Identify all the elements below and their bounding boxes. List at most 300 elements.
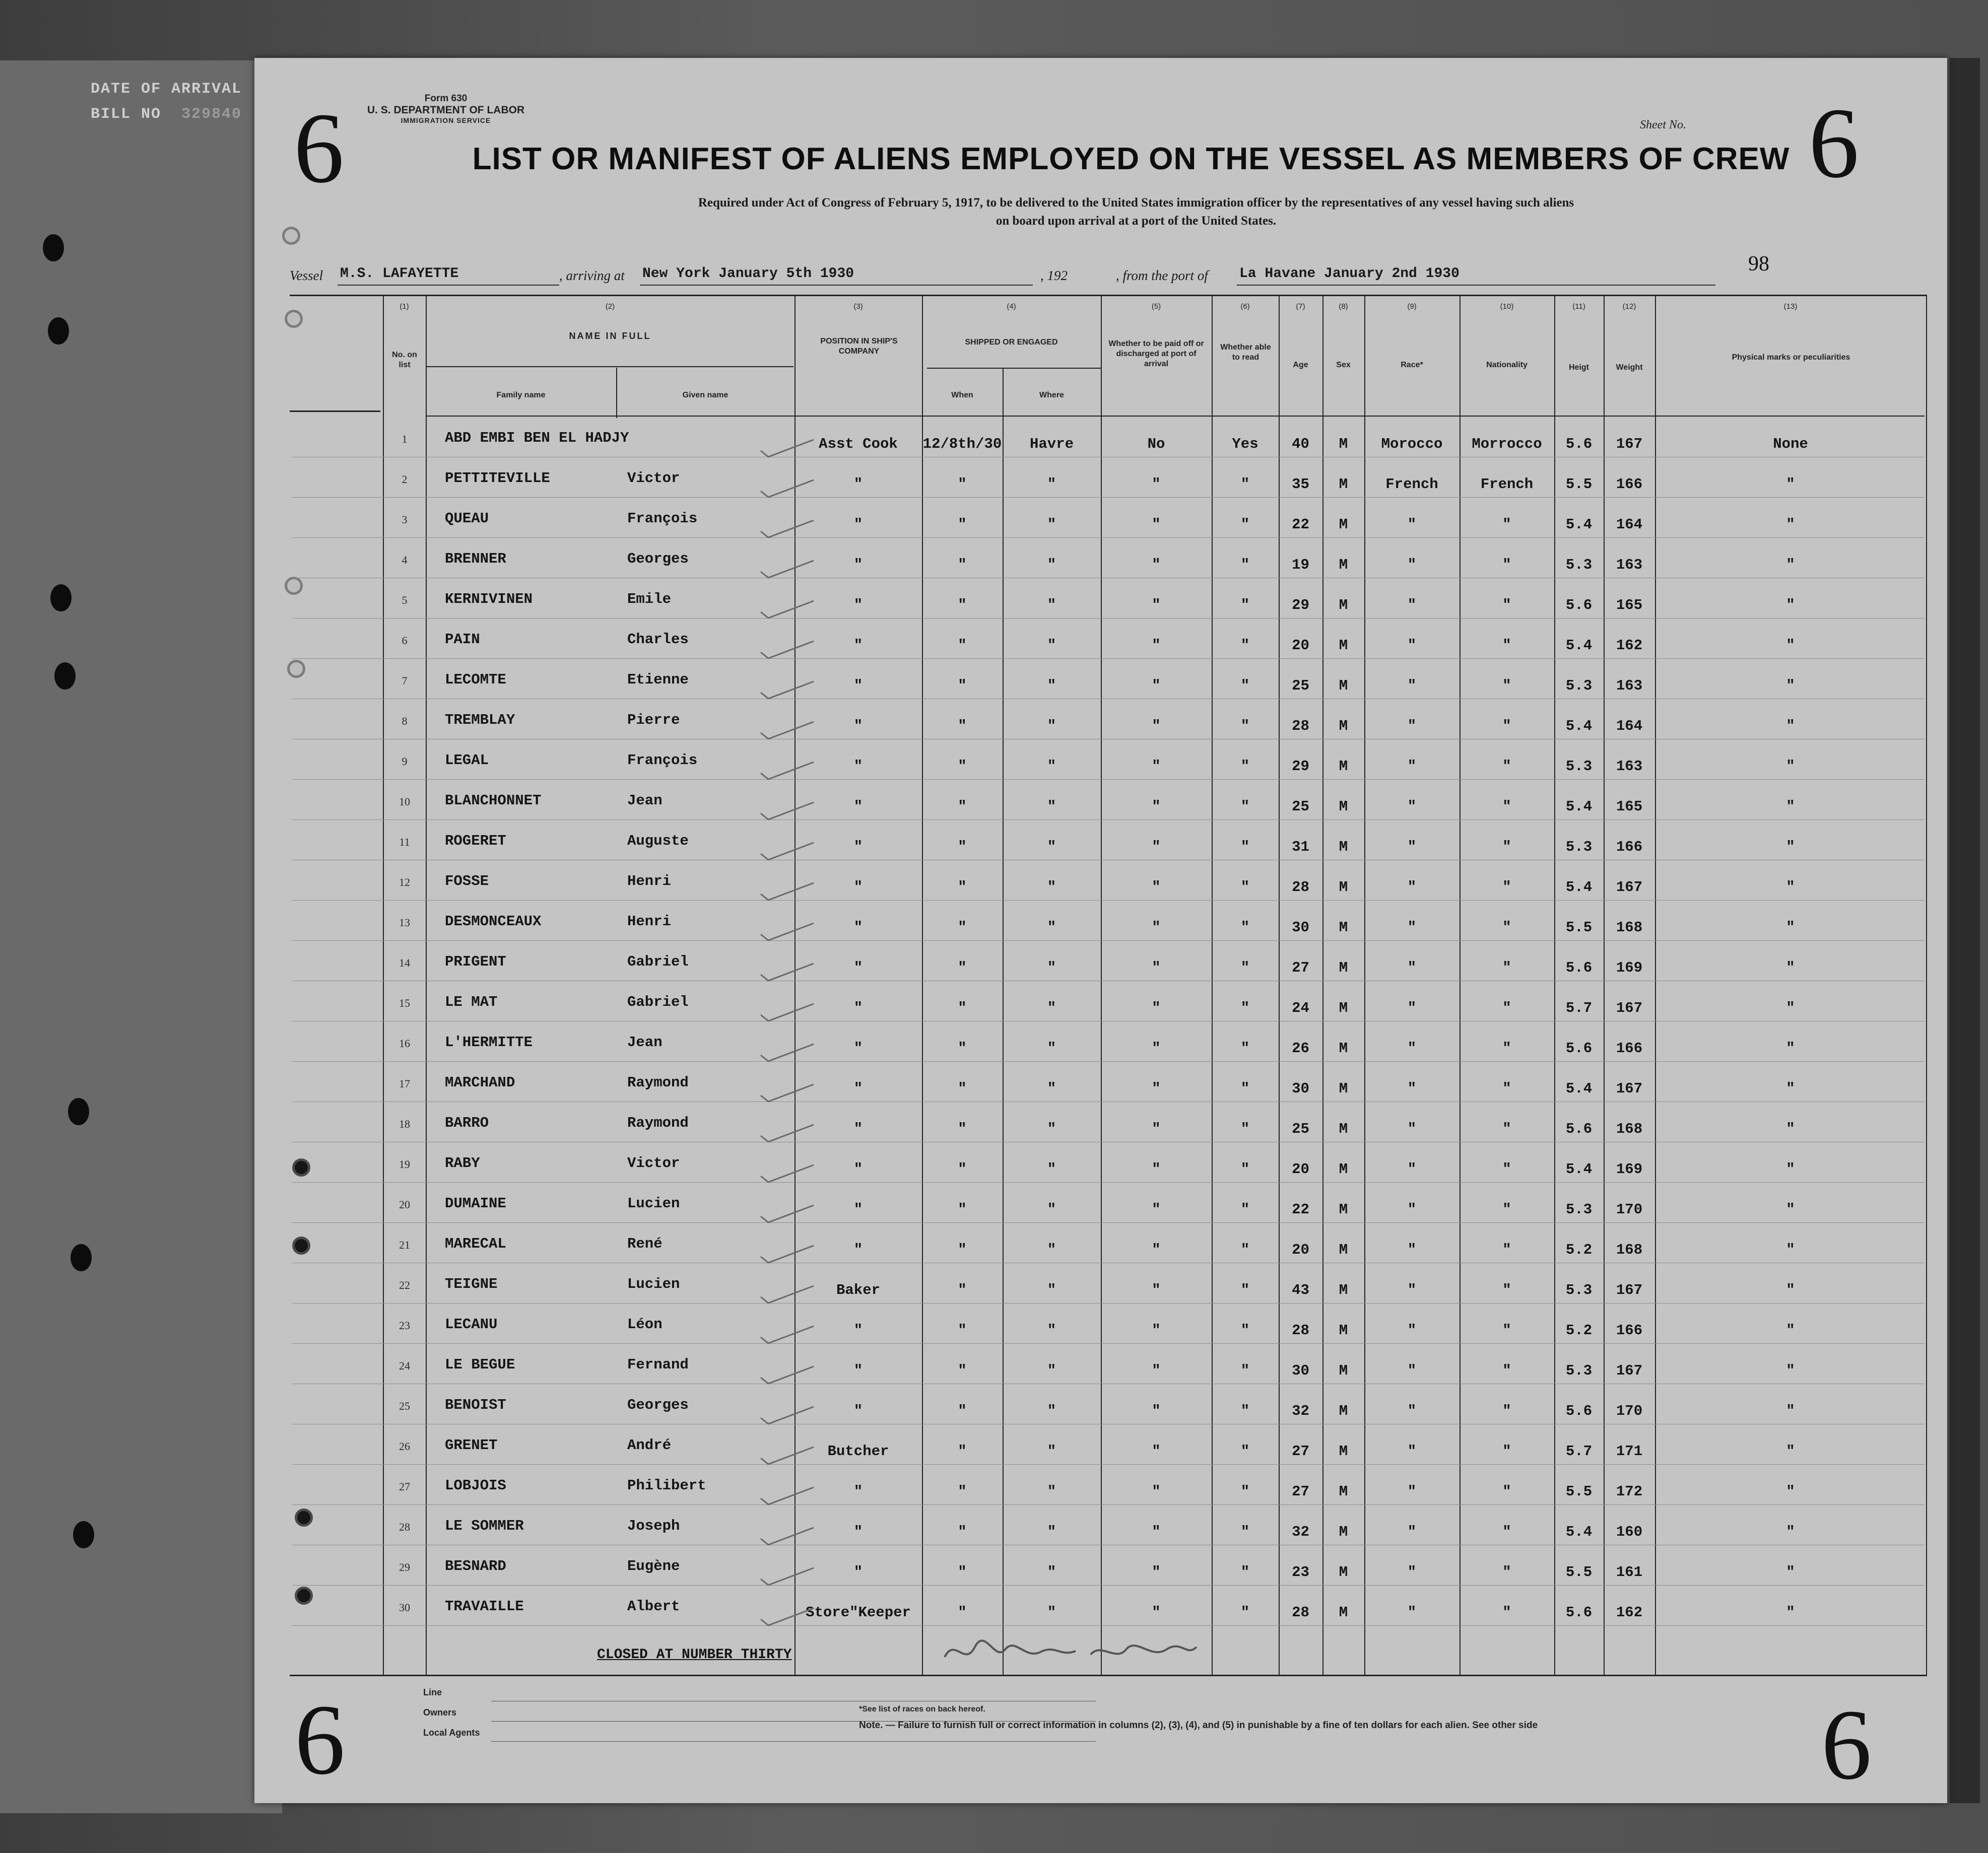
col-num-5: (5): [1151, 302, 1161, 311]
given-name-cell: Philibert: [627, 1477, 706, 1494]
height-cell: 5.5: [1565, 1564, 1593, 1581]
footer-agents-label: Local Agents: [423, 1728, 480, 1738]
race-cell: ": [1407, 1443, 1417, 1460]
physical-marks-cell: ": [1786, 1524, 1795, 1540]
given-name-cell: André: [627, 1437, 672, 1454]
weight-cell: 161: [1616, 1564, 1643, 1581]
paid-off-cell: ": [1152, 1322, 1161, 1339]
weight-cell: 167: [1616, 1282, 1643, 1298]
col-num-1: (1): [400, 302, 409, 311]
position-cell: Store"Keeper: [806, 1604, 911, 1621]
given-name-cell: Auguste: [627, 833, 689, 849]
col-num-7: (7): [1296, 302, 1305, 311]
header-family-name: Family name: [496, 391, 546, 399]
shipped-when-cell: 12/8th/30: [922, 436, 1002, 452]
height-cell: 5.4: [1565, 798, 1593, 815]
row-guide-line: [292, 658, 1925, 659]
race-cell: ": [1407, 637, 1417, 654]
family-name-cell: TREMBLAY: [445, 712, 515, 728]
paid-off-cell: ": [1152, 798, 1161, 815]
shipped-where-cell: ": [1047, 1524, 1056, 1540]
age-cell: 22: [1292, 1201, 1309, 1218]
shipped-where-cell: ": [1047, 758, 1056, 775]
left-margin-rule: [290, 410, 380, 412]
weight-cell: 160: [1616, 1524, 1643, 1540]
given-name-cell: Jean: [627, 792, 662, 809]
row-number: 3: [402, 513, 408, 526]
paid-off-cell: ": [1152, 516, 1161, 533]
shipped-when-cell: ": [958, 1362, 967, 1379]
sex-cell: M: [1339, 1322, 1348, 1339]
paid-off-cell: ": [1152, 637, 1161, 654]
position-cell: Baker: [836, 1282, 880, 1298]
paid-off-cell: ": [1152, 1604, 1161, 1621]
able-to-read-cell: ": [1240, 1483, 1250, 1500]
row-guide-line: [292, 1343, 1925, 1344]
family-name-cell: RABY: [445, 1155, 480, 1172]
physical-marks-cell: ": [1786, 718, 1795, 734]
shipped-when-cell: ": [958, 1604, 967, 1621]
shipped-when-cell: ": [958, 758, 967, 775]
position-cell: ": [853, 1242, 863, 1258]
nationality-cell: ": [1502, 637, 1511, 654]
col-divider: [1364, 295, 1365, 1675]
weight-cell: 163: [1616, 677, 1643, 694]
race-cell: ": [1407, 1362, 1417, 1379]
age-cell: 26: [1292, 1040, 1309, 1057]
nationality-cell: ": [1502, 1121, 1511, 1137]
table-bottom-rule: [290, 1675, 1927, 1676]
physical-marks-cell: ": [1786, 1000, 1795, 1016]
shipped-when-cell: ": [958, 1040, 967, 1057]
family-name-cell: FOSSE: [445, 873, 489, 889]
position-cell: ": [853, 1201, 863, 1218]
header-nationality: Nationality: [1486, 361, 1528, 369]
row-guide-line: [292, 618, 1925, 619]
position-cell: ": [853, 516, 863, 533]
able-to-read-cell: ": [1240, 919, 1250, 936]
paid-off-cell: ": [1152, 597, 1161, 613]
nationality-cell: ": [1502, 597, 1511, 613]
nationality-cell: ": [1502, 1201, 1511, 1218]
height-cell: 5.6: [1565, 436, 1593, 452]
able-to-read-cell: ": [1240, 1604, 1250, 1621]
col-num-3: (3): [853, 302, 863, 311]
weight-cell: 164: [1616, 718, 1643, 734]
check-mark-icon: [758, 1161, 819, 1186]
shipped-where-cell: ": [1047, 718, 1056, 734]
given-name-cell: Henri: [627, 873, 672, 889]
shipped-where-cell: ": [1047, 1000, 1056, 1016]
manifest-sheet: [254, 58, 1947, 1803]
department: U. S. DEPARTMENT OF LABOR: [367, 104, 525, 116]
able-to-read-cell: ": [1240, 557, 1250, 573]
physical-marks-cell: ": [1786, 516, 1795, 533]
weight-cell: 170: [1616, 1403, 1643, 1419]
age-cell: 27: [1292, 1443, 1309, 1460]
weight-cell: 167: [1616, 436, 1643, 452]
check-mark-icon: [758, 1403, 819, 1428]
shipped-subheader-rule: [927, 368, 1101, 369]
physical-marks-cell: ": [1786, 1201, 1795, 1218]
paid-off-cell: ": [1152, 959, 1161, 976]
shipped-where-cell: ": [1047, 1040, 1056, 1057]
family-name-cell: MARCHAND: [445, 1074, 515, 1091]
check-mark-icon: [758, 1242, 819, 1267]
binder-hole: [43, 234, 64, 261]
height-cell: 5.7: [1565, 1443, 1593, 1460]
height-cell: 5.4: [1565, 637, 1593, 654]
height-cell: 5.5: [1565, 919, 1593, 936]
nationality-cell: ": [1502, 718, 1511, 734]
position-cell: ": [853, 879, 863, 896]
weight-cell: 168: [1616, 919, 1643, 936]
height-cell: 5.4: [1565, 718, 1593, 734]
shipped-where-cell: ": [1047, 1242, 1056, 1258]
row-number: 2: [402, 473, 408, 486]
age-cell: 20: [1292, 637, 1309, 654]
shipped-when-cell: ": [958, 1242, 967, 1258]
height-cell: 5.3: [1565, 557, 1593, 573]
given-name-cell: Gabriel: [627, 994, 689, 1010]
check-mark-icon: [758, 959, 819, 985]
punch-ring: [295, 1508, 313, 1527]
shipped-when-cell: ": [958, 1403, 967, 1419]
col-num-2: (2): [605, 302, 615, 311]
shipped-when-cell: ": [958, 1080, 967, 1097]
race-cell: ": [1407, 758, 1417, 775]
age-cell: 28: [1292, 1604, 1309, 1621]
signature-text: Morgan Insp: [940, 1625, 984, 1634]
sex-cell: M: [1339, 959, 1348, 976]
shipped-when-cell: ": [958, 959, 967, 976]
family-name-cell: BLANCHONNET: [445, 792, 542, 809]
given-name-cell: Lucien: [627, 1276, 680, 1292]
header-given-name: Given name: [682, 391, 728, 399]
given-name-cell: Henri: [627, 913, 672, 930]
shipped-when-cell: ": [958, 516, 967, 533]
able-to-read-cell: ": [1240, 839, 1250, 855]
shipped-where-cell: ": [1047, 677, 1056, 694]
row-number: 5: [402, 594, 408, 606]
position-cell: ": [853, 1040, 863, 1057]
paid-off-cell: ": [1152, 718, 1161, 734]
sex-cell: M: [1339, 557, 1348, 573]
family-name-cell: LECANU: [445, 1316, 498, 1333]
paid-off-cell: ": [1152, 1080, 1161, 1097]
race-cell: ": [1407, 959, 1417, 976]
race-cell: ": [1407, 1161, 1417, 1178]
able-to-read-cell: Yes: [1232, 436, 1258, 452]
height-cell: 5.2: [1565, 1242, 1593, 1258]
physical-marks-cell: ": [1786, 1483, 1795, 1500]
able-to-read-cell: ": [1240, 1403, 1250, 1419]
paid-off-cell: ": [1152, 758, 1161, 775]
col-divider: [1101, 295, 1102, 1675]
family-name-cell: ROGERET: [445, 833, 506, 849]
col-num-10: (10): [1500, 302, 1514, 311]
check-mark-icon: [758, 1564, 819, 1589]
physical-marks-cell: ": [1786, 597, 1795, 613]
row-number: 18: [399, 1118, 410, 1130]
shipped-where-cell: ": [1047, 1161, 1056, 1178]
sex-cell: M: [1339, 1564, 1348, 1581]
weight-cell: 169: [1616, 959, 1643, 976]
race-cell: ": [1407, 798, 1417, 815]
weight-cell: 167: [1616, 1080, 1643, 1097]
given-name-cell: Fernand: [627, 1356, 689, 1373]
sex-cell: M: [1339, 1403, 1348, 1419]
fine-note: Note. — Failure to furnish full or correct information in columns (2), (3), (4), and (5) in punishable by a fine of ten dollars for each alien. See other side: [859, 1720, 1538, 1731]
vessel-underline: [338, 285, 559, 286]
nationality-cell: ": [1502, 959, 1511, 976]
nationality-cell: ": [1502, 1524, 1511, 1540]
col-num-4: (4): [1007, 302, 1016, 311]
row-guide-line: [292, 1061, 1925, 1062]
col-divider: [426, 295, 427, 1675]
age-cell: 32: [1292, 1524, 1309, 1540]
position-cell: ": [853, 557, 863, 573]
weight-cell: 163: [1616, 557, 1643, 573]
weight-cell: 162: [1616, 1604, 1643, 1621]
family-name-cell: LEGAL: [445, 752, 489, 769]
age-cell: 27: [1292, 1483, 1309, 1500]
age-cell: 25: [1292, 1121, 1309, 1137]
position-cell: Asst Cook: [819, 436, 898, 452]
family-name-cell: DESMONCEAUX: [445, 913, 542, 930]
closing-note: CLOSED AT NUMBER THIRTY: [597, 1647, 792, 1663]
check-mark-icon: [758, 839, 819, 864]
physical-marks-cell: ": [1786, 1080, 1795, 1097]
age-cell: 24: [1292, 1000, 1309, 1016]
race-cell: ": [1407, 1000, 1417, 1016]
sex-cell: M: [1339, 1040, 1348, 1057]
page-number: 98: [1748, 252, 1769, 276]
age-cell: 43: [1292, 1282, 1309, 1298]
age-cell: 22: [1292, 516, 1309, 533]
nationality-cell: ": [1502, 758, 1511, 775]
nationality-cell: ": [1502, 1443, 1511, 1460]
arriving-label: , arriving at: [559, 268, 625, 283]
physical-marks-cell: ": [1786, 758, 1795, 775]
position-cell: ": [853, 798, 863, 815]
given-name-cell: Charles: [627, 631, 689, 648]
from-label: , from the port of: [1116, 268, 1208, 283]
family-name-cell: L'HERMITTE: [445, 1034, 533, 1051]
row-number: 10: [399, 795, 410, 808]
sex-cell: M: [1339, 1362, 1348, 1379]
from-port-value: La Havane January 2nd 1930: [1239, 266, 1460, 282]
shipped-when-cell: ": [958, 919, 967, 936]
height-cell: 5.4: [1565, 516, 1593, 533]
paid-off-cell: ": [1152, 1121, 1161, 1137]
weight-cell: 171: [1616, 1443, 1643, 1460]
shipped-when-cell: ": [958, 798, 967, 815]
age-cell: 25: [1292, 677, 1309, 694]
header-paid-off: Whether to be paid off or discharged at port of arrival: [1108, 339, 1204, 368]
year-label: , 192: [1040, 268, 1068, 283]
col-num-9: (9): [1407, 302, 1417, 311]
height-cell: 5.4: [1565, 1524, 1593, 1540]
shipped-where-cell: ": [1047, 1201, 1056, 1218]
position-cell: ": [853, 677, 863, 694]
family-name-cell: PRIGENT: [445, 953, 506, 970]
given-name-cell: François: [627, 510, 698, 527]
able-to-read-cell: ": [1240, 959, 1250, 976]
shipped-when-cell: ": [958, 1201, 967, 1218]
table-top-rule: [290, 295, 1927, 296]
sex-cell: M: [1339, 879, 1348, 896]
age-cell: 30: [1292, 1362, 1309, 1379]
underlying-sheet: [0, 60, 282, 1813]
paid-off-cell: ": [1152, 1443, 1161, 1460]
check-mark-icon: [758, 1000, 819, 1025]
check-mark-icon: [758, 919, 819, 944]
weight-cell: 166: [1616, 476, 1643, 493]
physical-marks-cell: ": [1786, 1161, 1795, 1178]
sex-cell: M: [1339, 1201, 1348, 1218]
header-where: Where: [1039, 391, 1064, 399]
shipped-when-cell: ": [958, 1121, 967, 1137]
paid-off-cell: ": [1152, 1040, 1161, 1057]
able-to-read-cell: ": [1240, 1564, 1250, 1581]
position-cell: ": [853, 959, 863, 976]
shipped-where-cell: ": [1047, 1403, 1056, 1419]
given-name-cell: Jean: [627, 1034, 662, 1051]
shipped-where-cell: ": [1047, 919, 1056, 936]
row-guide-line: [292, 819, 1925, 820]
weight-cell: 165: [1616, 597, 1643, 613]
paid-off-cell: No: [1147, 436, 1165, 452]
position-cell: ": [853, 1080, 863, 1097]
check-mark-icon: [758, 1322, 819, 1347]
physical-marks-cell: ": [1786, 677, 1795, 694]
position-cell: ": [853, 476, 863, 493]
col-divider: [1212, 295, 1213, 1675]
check-mark-icon: [758, 557, 819, 582]
col-divider: [383, 295, 384, 1675]
race-cell: ": [1407, 677, 1417, 694]
col-num-13: (13): [1783, 302, 1798, 311]
shipped-when-cell: ": [958, 557, 967, 573]
family-name-cell: LE SOMMER: [445, 1518, 524, 1534]
punch-ring: [295, 1587, 313, 1605]
row-guide-line: [292, 1464, 1925, 1465]
header-name-in-full: NAME IN FULL: [569, 331, 651, 341]
height-cell: 5.4: [1565, 1161, 1593, 1178]
given-name-cell: Albert: [627, 1598, 680, 1615]
punch-ring: [292, 1158, 310, 1177]
subtitle: [426, 194, 1846, 230]
age-cell: 20: [1292, 1161, 1309, 1178]
nationality-cell: ": [1502, 1604, 1511, 1621]
row-number: 17: [399, 1077, 410, 1090]
row-number: 15: [399, 997, 410, 1009]
sex-cell: M: [1339, 597, 1348, 613]
sex-cell: M: [1339, 758, 1348, 775]
footer-agents-rule: [491, 1741, 1096, 1742]
shipped-where-cell: ": [1047, 597, 1056, 613]
able-to-read-cell: ": [1240, 516, 1250, 533]
physical-marks-cell: None: [1773, 436, 1808, 452]
corner-number-top-right: 6: [1809, 88, 1859, 199]
height-cell: 5.3: [1565, 1282, 1593, 1298]
age-cell: 23: [1292, 1564, 1309, 1581]
shipped-where-cell: ": [1047, 1443, 1056, 1460]
row-number: 28: [399, 1521, 410, 1533]
nationality-cell: ": [1502, 1000, 1511, 1016]
height-cell: 5.3: [1565, 839, 1593, 855]
position-cell: ": [853, 919, 863, 936]
check-mark-icon: [758, 476, 819, 501]
family-name-cell: LE BEGUE: [445, 1356, 515, 1373]
shipped-when-cell: ": [958, 637, 967, 654]
shipped-when-cell: ": [958, 476, 967, 493]
row-guide-line: [292, 1504, 1925, 1505]
physical-marks-cell: ": [1786, 1362, 1795, 1379]
weight-cell: 169: [1616, 1161, 1643, 1178]
col-divider: [922, 295, 923, 1675]
sheet-no-label: Sheet No.: [1640, 118, 1686, 131]
paid-off-cell: ": [1152, 879, 1161, 896]
height-cell: 5.7: [1565, 1000, 1593, 1016]
shipped-where-cell: ": [1047, 516, 1056, 533]
row-guide-line: [292, 1585, 1925, 1586]
race-cell: ": [1407, 919, 1417, 936]
family-name-cell: QUEAU: [445, 510, 489, 527]
race-cell: ": [1407, 1282, 1417, 1298]
given-name-cell: François: [627, 752, 698, 769]
shipped-when-cell: ": [958, 1282, 967, 1298]
binder-hole: [71, 1244, 92, 1271]
check-mark-icon: [758, 1483, 819, 1508]
check-mark-icon: [758, 1604, 819, 1629]
arriving-underline: [640, 285, 1033, 286]
weight-cell: 163: [1616, 758, 1643, 775]
physical-marks-cell: ": [1786, 1040, 1795, 1057]
physical-marks-cell: ": [1786, 1604, 1795, 1621]
position-cell: ": [853, 1564, 863, 1581]
family-name-cell: LECOMTE: [445, 671, 506, 688]
header-age: Age: [1293, 361, 1308, 369]
physical-marks-cell: ": [1786, 839, 1795, 855]
race-cell: ": [1407, 1483, 1417, 1500]
row-number: 19: [399, 1158, 410, 1171]
header-weight: Weight: [1616, 363, 1643, 372]
physical-marks-cell: ": [1786, 919, 1795, 936]
shipped-where-cell: ": [1047, 1483, 1056, 1500]
form-number: Form 630: [424, 93, 468, 104]
nationality-cell: ": [1502, 879, 1511, 896]
paid-off-cell: ": [1152, 1000, 1161, 1016]
family-name-cell: KERNIVINEN: [445, 591, 533, 607]
height-cell: 5.3: [1565, 758, 1593, 775]
physical-marks-cell: ": [1786, 1121, 1795, 1137]
form-block: [365, 93, 526, 124]
arriving-value: New York January 5th 1930: [642, 266, 854, 282]
position-cell: ": [853, 1000, 863, 1016]
col-num-6: (6): [1240, 302, 1250, 311]
shipped-where-cell: ": [1047, 1362, 1056, 1379]
height-cell: 5.3: [1565, 1201, 1593, 1218]
weight-cell: 164: [1616, 516, 1643, 533]
given-name-cell: Raymond: [627, 1115, 689, 1131]
check-mark-icon: [758, 718, 819, 743]
sex-cell: M: [1339, 1524, 1348, 1540]
able-to-read-cell: ": [1240, 1322, 1250, 1339]
check-mark-icon: [758, 1524, 819, 1549]
punch-ring: [285, 310, 303, 328]
